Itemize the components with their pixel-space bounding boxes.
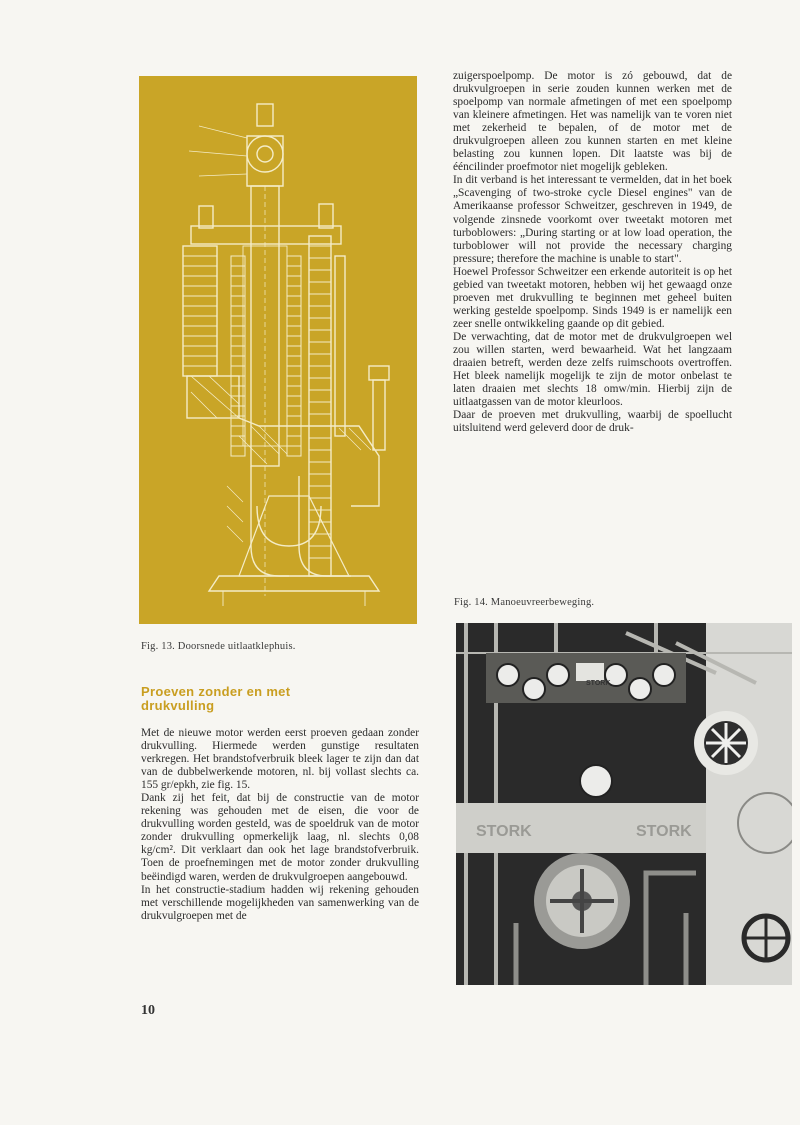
figure-14-control-stand-photo — [456, 623, 792, 985]
section-heading-line-2: drukvulling — [141, 698, 215, 713]
page-number: 10 — [141, 1003, 155, 1018]
paragraph: Daar de proeven met drukvulling, waarbij de spoellucht uitsluitend werd geleverd door de druk- — [453, 409, 732, 435]
paragraph: zuigerspoelpomp. De motor is zó gebouwd, dat de drukvulgroepen in serie zouden kunnen werken met de spoelpomp van normale afmetingen of met een spoelpomp van kleinere afmetingen. Het was namelijk van te voren niet met zekerheid te bepalen, of de motor met de drukvulgroepen alleen zou kunnen starten en met kleine belasting zou kunnen lopen. Dit laatste was bij de ééncilinder proefmotor niet mogelijk gebleken. — [453, 70, 732, 174]
paragraph: In dit verband is het interessant te vermelden, dat in het boek „Scavenging of two-stroke cycle Diesel engines" van de Amerikaanse professor Schweitzer, geschreven in 1949, de volgende zinsnede voorkomt over tweetakt motoren met turboblowers: „During starting or at low load operation, the turboblower will not provide the necessary charging pressure; therefore the machine is unable to start". — [453, 174, 732, 265]
paragraph: In het constructie-stadium hadden wij rekening gehouden met verschillende mogelijkheden van samenwerking van de drukvulgroepen met de — [141, 883, 419, 922]
section-heading-line-1: Proeven zonder en met — [141, 684, 291, 699]
paragraph: Met de nieuwe motor werden eerst proeven gedaan zonder drukvulling. Hiermede werden gunstige resultaten verkregen. Het brandstofverbruik bleek lager te zijn dan dat van de dubbelwerkende motoren, nl. bij vollast slechts ca. 155 gr/epkh, zie fig. 15. — [141, 727, 419, 792]
exhaust-valve-drawing — [139, 76, 417, 624]
section-heading — [141, 685, 421, 713]
figure-13-caption: Fig. 13. Doorsnede uitlaatklephuis. — [141, 641, 296, 652]
paragraph: Hoewel Professor Schweitzer een erkende autoriteit is op het gebied van tweetakt motoren, hebben wij het gewaagd onze proeven met drukvulling te beginnen met geheel buiten werking gestelde spoelpomp. Sinds 1949 is er namelijk een zeer snelle ontwikkeling gaande op dit gebied. — [453, 265, 732, 330]
stork-plate: STORK — [476, 823, 532, 840]
paragraph: Dank zij het feit, dat bij de constructie van de motor rekening was gehouden met de eisen, die voor de drukvulling worden gesteld, was de spoeldruk van de motor zonder drukvulling opmerkelijk laag, nl. slechts 0,08 kg/cm². Dit verklaart dan ook het lage brandstofverbruik. Toen de proefnemingen met de motor zonder drukvulling beëindigd waren, werden de drukvulgroepen aangebouwd. — [141, 792, 419, 883]
right-column-text — [453, 70, 732, 435]
figure-14-caption: Fig. 14. Manoeuvreerbeweging. — [454, 597, 595, 608]
figure-13-exhaust-valve-section — [139, 76, 417, 624]
left-column-text — [141, 727, 419, 923]
stork-plate: STORK — [586, 680, 611, 687]
stork-plate: STORK — [636, 823, 692, 840]
control-stand-illustration — [456, 623, 792, 985]
paragraph: De verwachting, dat de motor met de drukvulgroepen wel zou willen starten, werd bewaarheid. Wat het langzaam draaien betreft, werden deze zelfs ruimschoots overtroffen. Het bleek namelijk mogelijk te zijn de motor onbelast te laten draaien met slechts 18 omw/min. Hierbij zijn de uitlaatgassen van de motor kleurloos. — [453, 330, 732, 409]
